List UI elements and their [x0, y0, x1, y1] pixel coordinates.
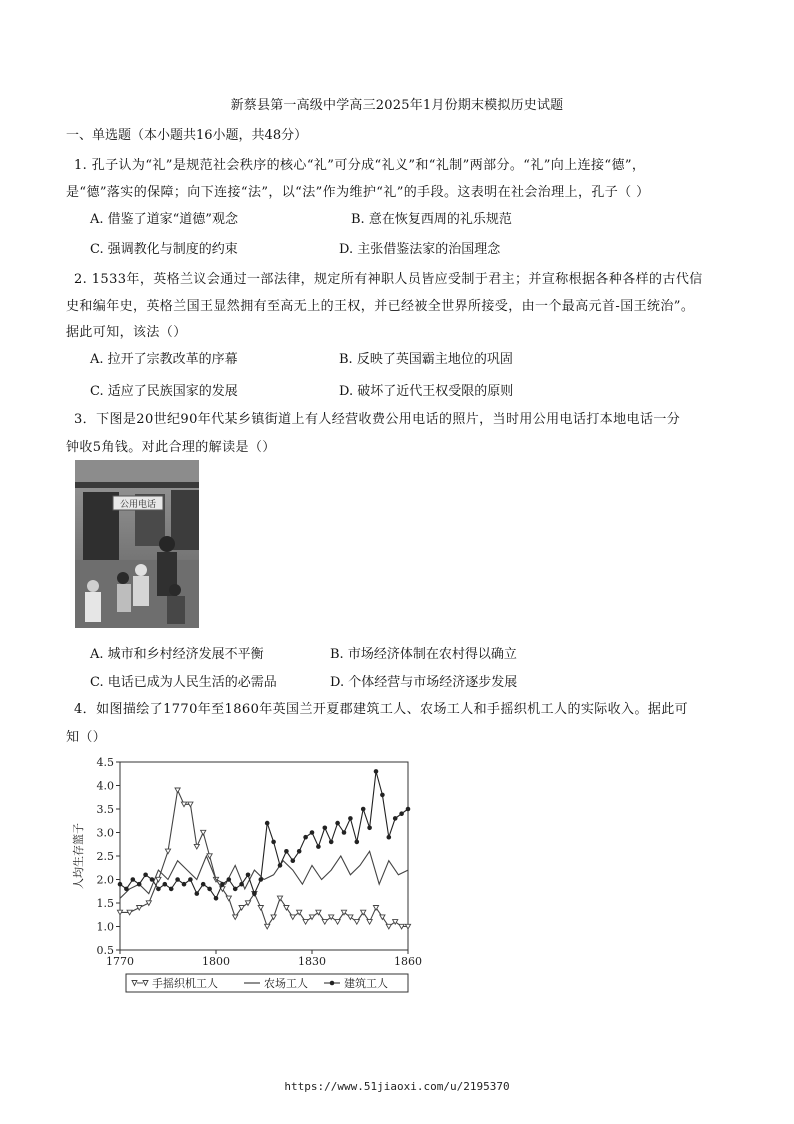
q1-stem-line1: 1. 孔子认为“礼”是规范社会秩序的核心“礼”可分成“礼义”和“礼制”两部分。“礼”向上连接“德”，: [74, 158, 646, 173]
q1-option-a[interactable]: A. 借鉴了道家“道德”观念: [90, 212, 238, 227]
series-point-0: [367, 920, 372, 925]
series-point-2: [310, 830, 315, 835]
q2-stem-line2: 史和编年史，英格兰国王显然拥有至高无上的王权，并已经被全世界所接受，由一个最高元首-国王统治”。: [66, 299, 695, 314]
series-point-2: [214, 896, 219, 901]
series-point-2: [265, 821, 270, 826]
series-point-2: [303, 835, 308, 840]
series-point-2: [233, 887, 238, 892]
series-point-2: [278, 863, 283, 868]
series-point-2: [252, 891, 257, 896]
series-point-0: [258, 906, 263, 911]
section-heading: 一、单选题（本小题共16小题，共48分）: [66, 128, 308, 143]
q2-option-d[interactable]: D. 破坏了近代王权受限的原则: [339, 384, 514, 399]
legend-marker-2: [330, 981, 335, 986]
y-tick-label: 1.5: [96, 897, 114, 910]
series-point-0: [194, 844, 199, 849]
series-point-2: [355, 840, 360, 845]
q2-stem-line3: 据此可知，该法（）: [66, 325, 187, 340]
series-point-2: [380, 793, 385, 798]
series-point-0: [207, 854, 212, 859]
series-point-2: [156, 887, 161, 892]
series-point-0: [265, 924, 270, 929]
chart-svg: [72, 752, 422, 997]
series-point-0: [165, 849, 170, 854]
series-point-2: [163, 882, 168, 887]
series-point-2: [220, 882, 225, 887]
series-point-2: [246, 873, 251, 878]
y-tick-label: 2.5: [96, 850, 114, 863]
series-point-2: [188, 877, 193, 882]
y-tick-label: 3.5: [96, 803, 114, 816]
series-point-2: [195, 891, 200, 896]
q3-option-a[interactable]: A. 城市和乡村经济发展不平衡: [90, 647, 264, 662]
series-point-2: [271, 840, 276, 845]
q3-option-b[interactable]: B. 市场经济体制在农村得以确立: [330, 647, 517, 662]
series-point-2: [239, 882, 244, 887]
series-point-2: [284, 849, 289, 854]
legend-label-0: 手摇织机工人: [152, 977, 218, 990]
series-point-0: [303, 920, 308, 925]
series-point-2: [323, 826, 328, 831]
series-point-0: [226, 896, 231, 901]
series-point-2: [374, 769, 379, 774]
series-point-0: [335, 920, 340, 925]
series-point-0: [354, 920, 359, 925]
q2-option-a[interactable]: A. 拉开了宗教改革的序幕: [90, 352, 238, 367]
series-line-1: [120, 851, 408, 898]
series-point-2: [150, 877, 155, 882]
series-point-2: [335, 821, 340, 826]
series-point-2: [367, 826, 372, 831]
q4-stem-line1: 4．如图描绘了1770年至1860年英国兰开夏郡建筑工人、农场工人和手摇织机工人的实际收入。据此可: [74, 702, 689, 717]
series-point-0: [233, 915, 238, 920]
footer-url[interactable]: https://www.51jiaoxi.com/u/2195370: [284, 1080, 510, 1093]
x-tick-label: 1770: [106, 955, 134, 968]
series-point-2: [399, 811, 404, 816]
series-point-2: [182, 882, 187, 887]
series-point-0: [201, 830, 206, 835]
payphone-street-photo: [75, 460, 199, 628]
q1-option-d[interactable]: D. 主张借鉴法家的治国理念: [339, 242, 501, 257]
series-point-2: [201, 882, 206, 887]
q2-option-c[interactable]: C. 适应了民族国家的发展: [90, 384, 238, 399]
y-tick-label: 4.5: [96, 756, 114, 769]
series-point-0: [175, 788, 180, 793]
series-point-2: [169, 887, 174, 892]
series-point-2: [227, 877, 232, 882]
series-point-2: [207, 887, 212, 892]
y-tick-label: 2.0: [96, 873, 114, 887]
series-point-2: [297, 849, 302, 854]
y-axis-label: 人均生存篮子: [72, 823, 85, 889]
page-title: 新蔡县第一高级中学高三2025年1月份期末模拟历史试题: [230, 98, 564, 113]
q1-option-b[interactable]: B. 意在恢复西周的礼乐规范: [351, 212, 512, 227]
series-point-2: [143, 873, 148, 878]
x-tick-label: 1860: [394, 955, 422, 968]
series-point-2: [406, 807, 411, 812]
series-point-0: [386, 924, 391, 929]
x-tick-label: 1830: [298, 955, 326, 968]
income-line-chart: [72, 752, 422, 997]
series-point-0: [290, 915, 295, 920]
series-point-2: [291, 858, 296, 863]
q3-option-d[interactable]: D. 个体经营与市场经济逐步发展: [330, 675, 518, 690]
photo-sign-text: 公用电话: [119, 500, 157, 510]
y-tick-label: 1.0: [96, 920, 114, 934]
y-tick-label: 0.5: [96, 944, 114, 957]
series-point-2: [137, 882, 142, 887]
series-point-2: [316, 844, 321, 849]
q4-stem-line2: 知（）: [66, 730, 107, 745]
legend-label-1: 农场工人: [264, 977, 308, 990]
x-tick-label: 1800: [202, 955, 230, 968]
series-point-2: [348, 816, 353, 821]
q2-option-b[interactable]: B. 反映了英国霸主地位的巩固: [339, 352, 513, 367]
q1-stem-line2: 是“德”落实的保障；向下连接“法”，以“法”作为维护“礼”的手段。这表明在社会治理上，孔子（ ）: [66, 185, 650, 200]
series-point-2: [393, 816, 398, 821]
series-point-2: [124, 887, 129, 892]
q3-stem-line2: 钟收5角钱。对此合理的解读是（）: [66, 440, 276, 455]
q3-stem-line1: 3．下图是20世纪90年代某乡镇街道上有人经营收费公用电话的照片，当时用公用电话打本地电话一分: [74, 412, 681, 427]
series-point-2: [175, 877, 180, 882]
q1-option-c[interactable]: C. 强调教化与制度的约束: [90, 242, 238, 257]
q3-option-c[interactable]: C. 电话已成为人民生活的必需品: [90, 675, 277, 690]
y-tick-label: 4.0: [96, 779, 114, 793]
series-point-2: [118, 882, 123, 887]
series-point-0: [322, 920, 327, 925]
q2-stem-line1: 2. 1533年，英格兰议会通过一部法律，规定所有神职人员皆应受制于君主；并宣称根据各种各样的古代信: [74, 272, 703, 287]
series-point-2: [259, 877, 264, 882]
y-tick-label: 3.0: [96, 826, 114, 840]
series-point-2: [329, 840, 334, 845]
series-point-2: [361, 807, 366, 812]
series-point-2: [387, 835, 392, 840]
legend-label-2: 建筑工人: [344, 977, 388, 990]
series-point-2: [131, 877, 136, 882]
series-point-0: [146, 901, 151, 906]
series-point-2: [342, 830, 347, 835]
series-point-0: [137, 906, 142, 911]
series-point-0: [156, 877, 161, 882]
